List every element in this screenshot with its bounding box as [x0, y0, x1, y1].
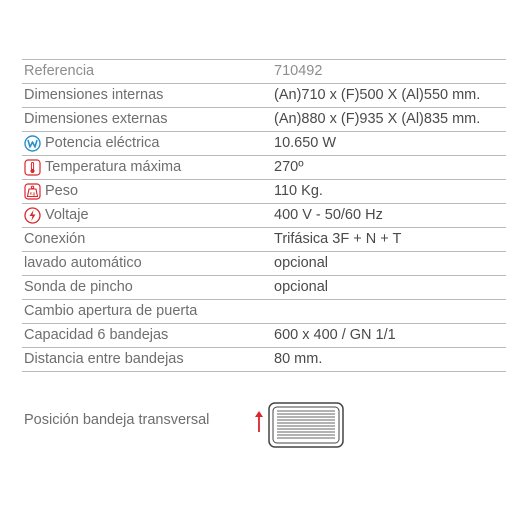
- spec-label-text: Referencia: [24, 63, 95, 79]
- svg-text:Kg: Kg: [29, 191, 36, 196]
- spec-label: [24, 228, 85, 251]
- voltage-icon: [24, 207, 41, 224]
- spec-label: [24, 276, 133, 299]
- spec-label-text: Potencia eléctrica: [45, 135, 160, 151]
- spec-row-temperatura: [22, 156, 506, 180]
- spec-row-potencia: [22, 132, 506, 156]
- spec-label-text: Conexión: [24, 231, 86, 247]
- spec-row-referencia: [22, 59, 506, 84]
- spec-row-cambio-puerta: [22, 300, 506, 324]
- spec-row-lavado: [22, 252, 506, 276]
- up-arrow-icon: [253, 409, 265, 438]
- spec-label-text: Dimensiones externas: [24, 111, 168, 127]
- spec-value: 80 mm.: [274, 351, 323, 367]
- spec-label: [24, 60, 94, 83]
- spec-label-text: Sonda de pincho: [24, 279, 133, 295]
- spec-row-capacidad: [22, 324, 506, 348]
- spec-label-text: lavado automático: [24, 255, 142, 271]
- spec-row-dimensiones-internas: [22, 84, 506, 108]
- tray-position-label: Posición bandeja transversal: [24, 412, 210, 428]
- spec-value: 270º: [274, 159, 304, 175]
- tray-icon: [268, 402, 344, 453]
- spec-label-text: Temperatura máxima: [45, 159, 182, 175]
- spec-row-distancia: [22, 348, 506, 372]
- spec-value: 400 V - 50/60 Hz: [274, 207, 383, 223]
- spec-label: [24, 300, 197, 323]
- spec-value: 710492: [274, 63, 323, 79]
- spec-label-text: Dimensiones internas: [24, 87, 164, 103]
- weight-icon: [24, 183, 41, 200]
- spec-label-text: Capacidad 6 bandejas: [24, 327, 169, 343]
- spec-value: Trifásica 3F + N + T: [274, 231, 402, 247]
- spec-value: opcional: [274, 279, 329, 295]
- spec-label: [24, 324, 168, 347]
- tray-position-section: [0, 400, 525, 450]
- spec-row-sonda: [22, 276, 506, 300]
- spec-label: [24, 84, 163, 107]
- spec-label: [24, 348, 184, 371]
- power-w-icon: [24, 135, 41, 152]
- spec-row-peso: [22, 180, 506, 204]
- spec-label-text: Voltaje: [45, 207, 89, 223]
- spec-row-conexion: [22, 228, 506, 252]
- spec-value: (An)710 x (F)500 X (Al)550 mm.: [274, 87, 481, 103]
- spec-label-text: Distancia entre bandejas: [24, 351, 184, 367]
- spec-label-text: Cambio apertura de puerta: [24, 303, 198, 319]
- spec-row-dimensiones-externas: [22, 108, 506, 132]
- spec-table: [22, 59, 506, 372]
- spec-label: [24, 180, 78, 203]
- spec-value: 110 Kg.: [274, 183, 323, 199]
- thermometer-icon: [24, 159, 41, 176]
- spec-value: 10.650 W: [274, 135, 337, 151]
- spec-value: opcional: [274, 255, 329, 271]
- spec-row-voltaje: [22, 204, 506, 228]
- spec-label: [24, 252, 142, 275]
- spec-label: [24, 108, 167, 131]
- spec-value: (An)880 x (F)935 X (Al)835 mm.: [274, 111, 481, 127]
- spec-label: [24, 204, 89, 227]
- spec-value: 600 x 400 / GN 1/1: [274, 327, 396, 343]
- spec-label-text: Peso: [45, 183, 79, 199]
- spec-label: [24, 132, 159, 155]
- spec-label: [24, 156, 181, 179]
